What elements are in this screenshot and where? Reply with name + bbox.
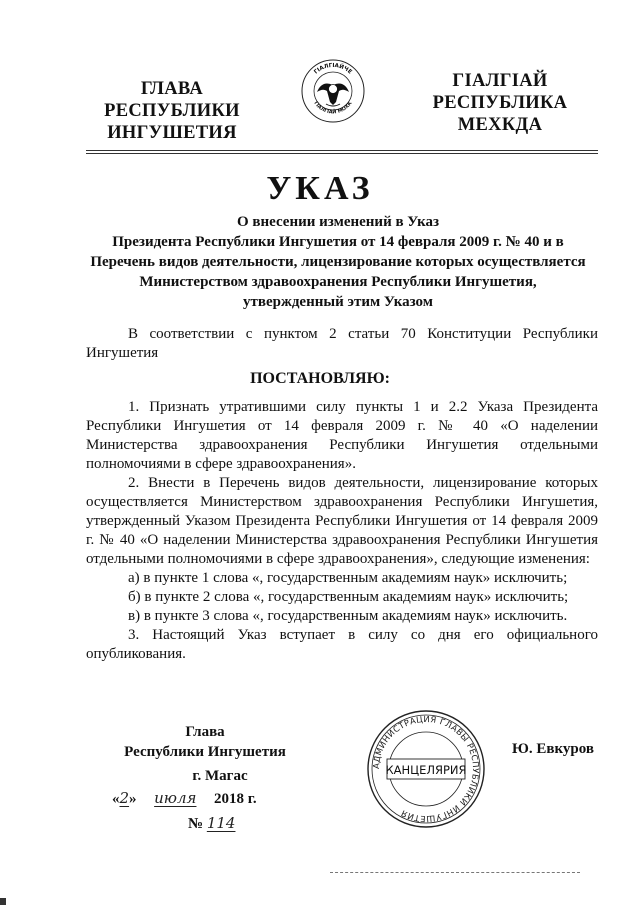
header-left-title: [92, 78, 252, 144]
stamp-ring-text: АДМИНИСТРАЦИЯ ГЛАВЫ РЕСПУБЛИКИ ИНГУШЕТИЯ: [370, 713, 482, 825]
decree-item: 3. Настоящий Указ вступает в силу со дня его официального опубликования.: [86, 627, 598, 662]
signatory-title-line: Глава: [185, 724, 225, 740]
scan-artifact: [330, 872, 580, 879]
decree-items: [86, 398, 598, 664]
signing-place: г. Магас: [192, 768, 248, 784]
decree-subitem: б) в пункте 2 слова «, государственным академиям наук» исключить;: [128, 589, 569, 605]
stamp-center-text: КАНЦЕЛЯРИЯ: [385, 763, 467, 777]
decree-item: 2. Внести в Перечень видов деятельности, лицензирование которых осуществляется Министерством здравоохранения Республики Ингушетия, утвержденный Указом Президента Республики Ингушетия от 14 февраля 2009 г. № 40 «О наделении Министерства здравоохранения Республики Ингушетия отдельными полномочиями в сфере здравоохранения», следующие изменения:: [86, 475, 598, 567]
subject-line: Президента Республики Ингушетия от 14 февраля 2009 г. № 40 и в: [112, 234, 564, 250]
date-year: 2018 г.: [214, 791, 257, 807]
header-left-line: ИНГУШЕТИЯ: [107, 123, 237, 143]
header-left-line: ГЛАВА: [140, 79, 204, 99]
header-right-line: ГIАЛГIАЙ: [452, 71, 548, 91]
header-right-line: МЕХКДА: [457, 115, 543, 135]
subject-line: Перечень видов деятельности, лицензирование которых осуществляется: [90, 254, 586, 270]
signatory-title-line: Республики Ингушетия: [124, 744, 286, 760]
decree-item: 1. Признать утратившими силу пункты 1 и 2.2 Указа Президента Республики Ингушетия от 14 февраля 2009 г. № 40 «О наделении Министерства здравоохранения Республики Ингушетия отдельными полномочиями в сфере здравоохранения».: [86, 399, 598, 472]
office-stamp-icon: [365, 708, 487, 830]
date-day: 2: [119, 789, 130, 807]
subject-line: Министерством здравоохранения Республики Ингушетия,: [139, 274, 537, 290]
header-left-line: РЕСПУБЛИКИ: [104, 101, 240, 121]
emblem-bottom-text: ГIАЛГIАЙ МОХК: [312, 100, 354, 116]
coat-of-arms-emblem-icon: [300, 58, 366, 124]
subject-line: О внесении изменений в Указ: [236, 214, 440, 230]
header-divider: [86, 150, 598, 151]
preamble-text: В соответствии с пунктом 2 статьи 70 Конституции Республики Ингушетия: [86, 326, 598, 361]
date-month: июля: [154, 789, 197, 807]
document-number: [188, 814, 251, 833]
subject-line: утвержденный этим Указом: [242, 294, 433, 310]
number-prefix: №: [188, 816, 204, 832]
number-value: 114: [206, 814, 236, 832]
header-divider: [86, 153, 598, 154]
scan-edge-mark: [0, 898, 6, 905]
preamble: [86, 325, 598, 363]
signing-date: [112, 789, 257, 808]
decree-subitem: в) в пункте 3 слова «, государственным академиям наук» исключить.: [128, 608, 568, 624]
emblem-top-text: ГIАЛГIАЙЧЕ: [313, 62, 353, 76]
decree-subitem: а) в пункте 1 слова «, государственным академиям наук» исключить;: [128, 570, 568, 586]
signatory-name: Ю. Евкуров: [512, 741, 594, 757]
decree-word: ПОСТАНОВЛЯЮ:: [250, 370, 390, 387]
date-close-quote: »: [129, 791, 137, 807]
signatory-title: [110, 722, 300, 762]
header-right-title: [420, 70, 580, 136]
date-open-quote: «: [112, 791, 120, 807]
document-subject: [78, 212, 598, 312]
svg-text:ГIАЛГIАЙЧЕ: [313, 62, 353, 76]
document-title: УКАЗ: [266, 170, 374, 207]
header-right-line: РЕСПУБЛИКА: [432, 93, 568, 113]
